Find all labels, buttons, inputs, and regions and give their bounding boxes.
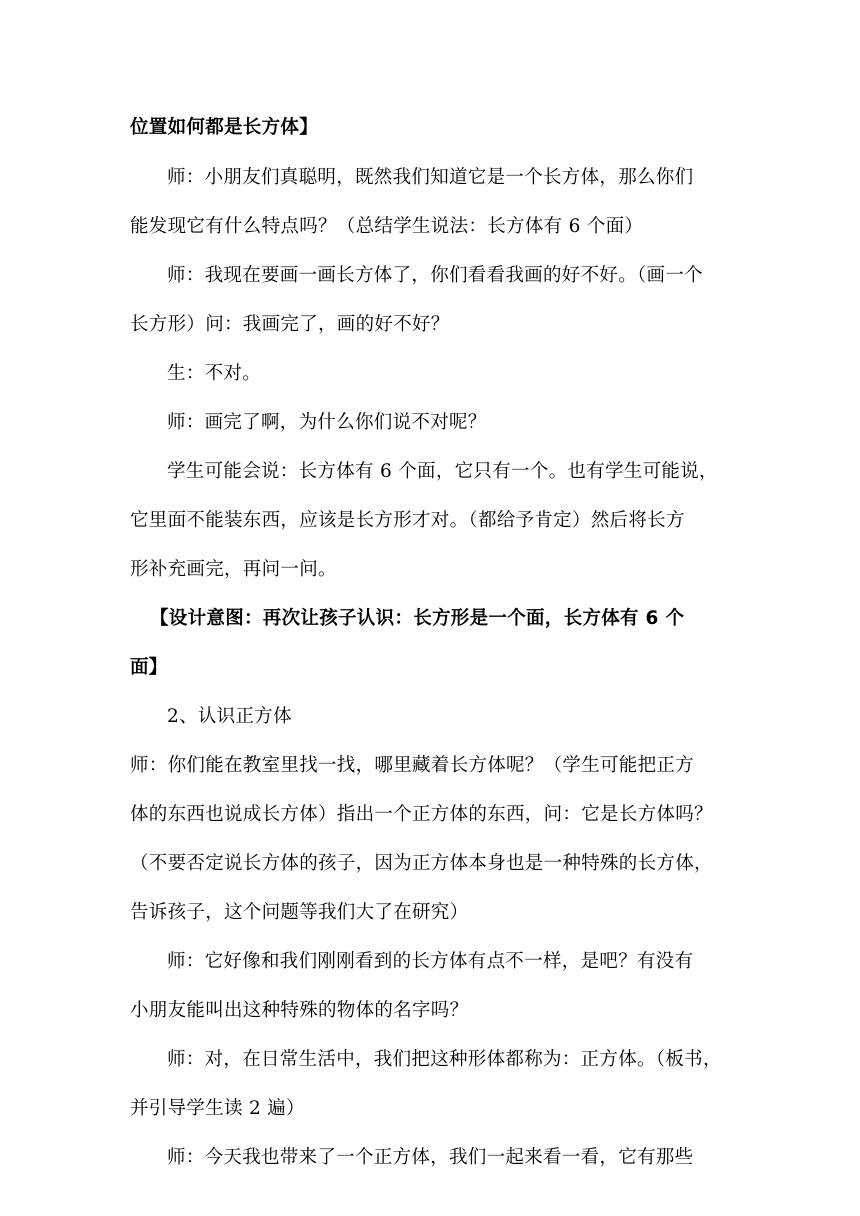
paragraph-line: 形补充画完，再问一问。 [130, 559, 337, 580]
paragraph-line: 师：画完了啊，为什么你们说不对呢？ [167, 412, 487, 433]
paragraph-line: （不要否定说长方体的孩子，因为正方体本身也是一种特殊的长方体， [130, 853, 713, 874]
paragraph-line: 师：我现在要画一画长方体了，你们看看我画的好不好。（画一个 [167, 265, 703, 286]
paragraph-line: 长方形）问：我画完了，画的好不好？ [130, 314, 450, 335]
paragraph-line: 小朋友能叫出这种特殊的物体的名字吗？ [130, 1000, 469, 1021]
paragraph-line: 师：小朋友们真聪明，既然我们知道它是一个长方体，那么你们 [167, 167, 694, 188]
paragraph-line: 师：它好像和我们刚刚看到的长方体有点不一样，是吧？有没有 [167, 951, 694, 972]
design-intent-line: 【设计意图：再次让孩子认识：长方形是一个面，长方体有 6 个 [150, 608, 685, 629]
paragraph-line: 告诉孩子，这个问题等我们大了在研究） [130, 902, 469, 923]
document-page [130, 102, 740, 1175]
paragraph-line: 体的东西也说成长方体）指出一个正方体的东西，问：它是长方体吗？ [130, 804, 713, 825]
paragraph-line: 师：今天我也带来了一个正方体，我们一起来看一看，它有那些 [167, 1147, 694, 1168]
paragraph-line: 学生可能会说：长方体有 6 个面，它只有一个。也有学生可能说， [167, 461, 718, 482]
section-heading: 2、认识正方体 [167, 706, 292, 727]
design-intent-line: 面】 [130, 657, 168, 678]
paragraph-line: 生：不对。 [167, 363, 262, 384]
paragraph-line: 师：对，在日常生活中，我们把这种形体都称为：正方体。（板书， [167, 1049, 722, 1070]
heading-continuation: 位置如何都是长方体】 [130, 117, 319, 138]
paragraph-line: 它里面不能装东西，应该是长方形才对。（都给予肯定）然后将长方 [130, 510, 685, 531]
paragraph-line: 并引导学生读 2 遍） [130, 1098, 305, 1119]
paragraph-line: 能发现它有什么特点吗？（总结学生说法：长方体有 6 个面） [130, 216, 644, 237]
paragraph-line: 师：你们能在教室里找一找，哪里藏着长方体呢？（学生可能把正方 [130, 755, 695, 776]
